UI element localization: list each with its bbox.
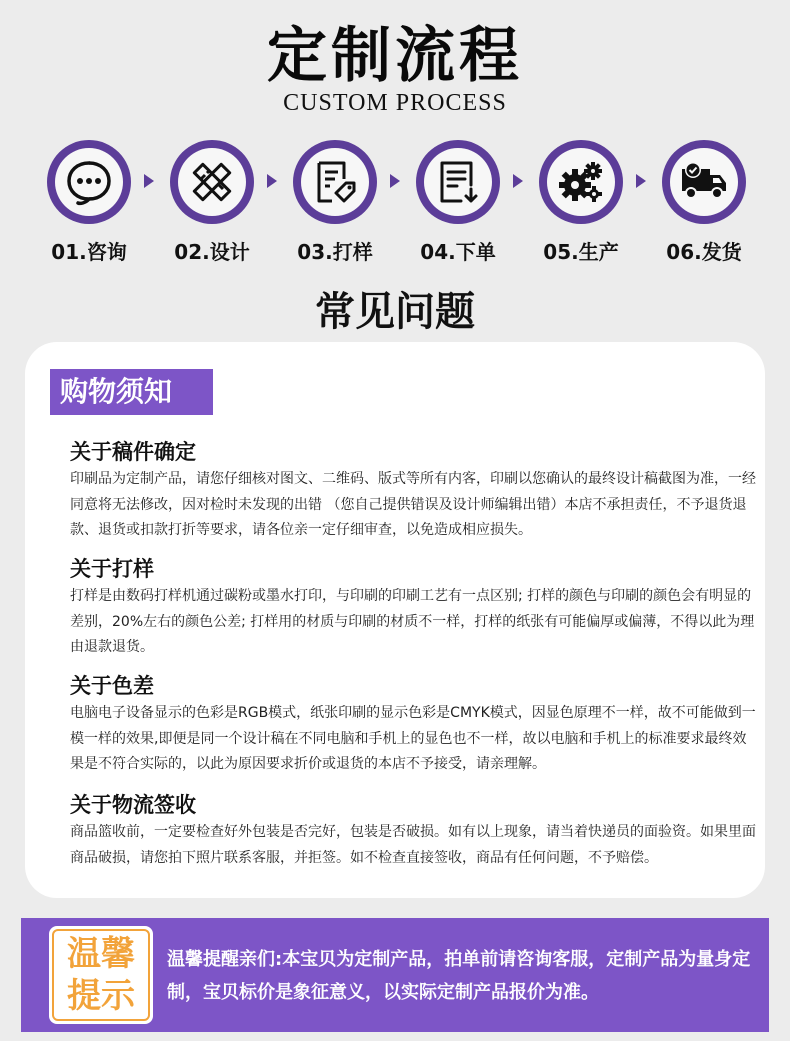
step-label: 05.生产 — [543, 240, 619, 264]
arrow-right-icon — [636, 174, 646, 188]
faq-section-logistics — [70, 790, 760, 871]
step-circle — [662, 140, 746, 224]
step-label: 04.下单 — [420, 240, 496, 264]
section-title: 关于色差 — [70, 674, 154, 698]
badge-line-2: 提示 — [67, 976, 135, 1016]
faq-heading: 常见问题 — [315, 289, 475, 335]
step-label: 01.咨询 — [51, 240, 127, 264]
step-label: 06.发货 — [666, 240, 742, 264]
arrow-right-icon — [267, 174, 277, 188]
section-body: 印刷品为定制产品，请您仔细核对图文、二维码、版式等所有内客，印刷以您确认的最终设计稿截图为准，一经同意将无法修改，因对检时未发现的出错 （您自己提供错误及设计师编辑出错）本店不承担责任，不予退货退款、退货或扣款打折等要求，请各位亲一定仔细审查，以免造成相应损失。 — [70, 471, 756, 538]
step-circle — [416, 140, 500, 224]
notice-tag: 购物须知 — [50, 369, 213, 415]
warm-tip-text: 温馨提醒亲们:本宝贝为定制产品，拍单前请咨询客服，定制产品为量身定制，宝贝标价是象征意义，以实际定制产品报价为准。 — [167, 949, 751, 1003]
step-circle — [293, 140, 377, 224]
process-step-consult — [47, 140, 131, 265]
arrow-right-icon — [390, 174, 400, 188]
faq-section-color-difference — [70, 671, 760, 778]
section-title: 关于稿件确定 — [70, 440, 196, 464]
process-step-design — [170, 140, 254, 265]
shopping-notice-card — [25, 342, 765, 898]
section-body: 商品篮收前，一定要检查好外包装是否完好，包装是否破损。如有以上现象，请当着快递员的面验资。如果里面商品破损，请您拍下照片联系客服，并拒签。如不检查直接签收，商品有任何问题，不予赔偿。 — [70, 824, 756, 866]
section-title: 关于打样 — [70, 557, 154, 581]
process-step-order — [416, 140, 500, 265]
step-circle — [539, 140, 623, 224]
warm-tip-banner — [21, 918, 769, 1032]
section-body: 电脑电子设备显示的色彩是RGB模式，纸张印刷的显示色彩是CMYK模式，因显色原理不一样，故不可能做到一模一样的效果,即便是同一个设计稿在不同电脑和手机上的显色也不一样，故以电脑和手机上的标准要求最终效果是不符合实际的，以此为原因要求折价或退货的本店不予接受，请亲理解。 — [70, 705, 756, 772]
ruler-pencil-icon — [187, 157, 237, 207]
arrow-right-icon — [513, 174, 523, 188]
process-step-proof — [293, 140, 377, 265]
page-subtitle: CUSTOM PROCESS — [283, 90, 507, 116]
document-tag-icon — [310, 157, 360, 207]
process-steps — [47, 140, 747, 264]
process-step-produce — [539, 140, 623, 265]
step-circle — [170, 140, 254, 224]
step-circle — [47, 140, 131, 224]
faq-section-manuscript — [70, 437, 760, 544]
section-title: 关于物流签收 — [70, 793, 196, 817]
delivery-truck-icon — [679, 157, 729, 207]
step-label: 02.设计 — [174, 240, 250, 264]
process-step-ship — [662, 140, 746, 265]
step-label: 03.打样 — [297, 240, 373, 264]
gears-icon — [556, 157, 606, 207]
chat-bubble-icon — [64, 157, 114, 207]
page-title: 定制流程 — [267, 21, 523, 91]
warm-tip-badge — [49, 926, 153, 1024]
document-download-icon — [433, 157, 483, 207]
section-body: 打样是由数码打样机通过碳粉或墨水打印，与印刷的印刷工艺有一点区别; 打样的颜色与印刷的颜色会有明显的差别，20%左右的颜色公差; 打样用的材质与印刷的材质不一样，打样的纸张有可能偏厚或偏薄，不得以此为理由退款退货。 — [70, 588, 755, 655]
badge-line-1: 温馨 — [67, 934, 135, 974]
arrow-right-icon — [144, 174, 154, 188]
faq-section-proofing — [70, 554, 760, 661]
